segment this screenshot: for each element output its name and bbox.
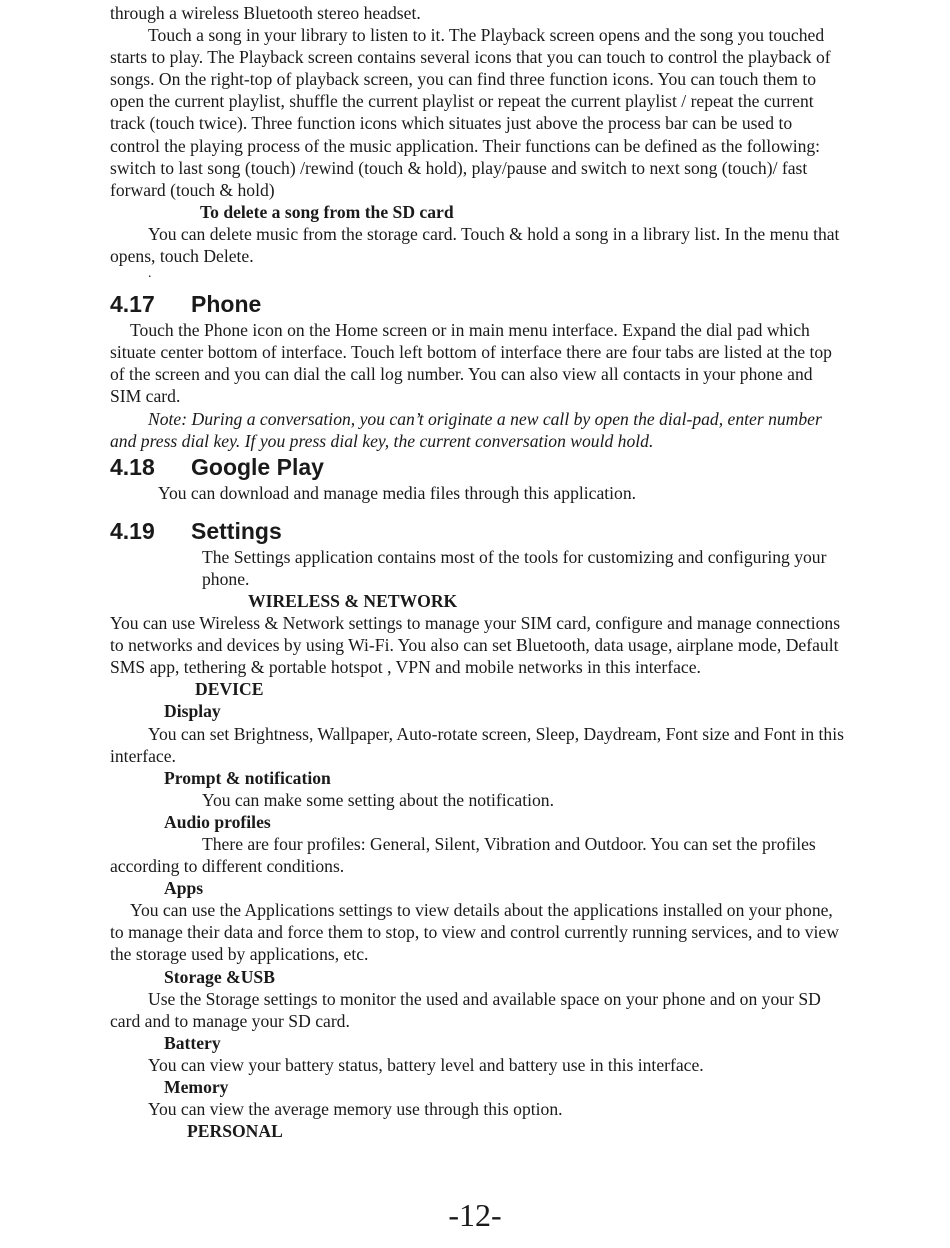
section-title: Phone xyxy=(191,291,262,318)
memory-heading: Memory xyxy=(164,1077,229,1098)
stray-dot: . xyxy=(148,266,152,282)
section-number: 4.19 xyxy=(110,517,155,544)
storage-usb-heading: Storage &USB xyxy=(164,966,275,987)
prompt-notification-heading: Prompt & notification xyxy=(164,767,331,788)
display-text: You can set Brightness, Wallpaper, Auto-rotate screen, Sleep, Daydream, Font size and Font in this interface. xyxy=(110,723,844,766)
page-number: -12- xyxy=(448,1197,502,1233)
wireless-network-text: You can use Wireless & Network settings to manage your SIM card, configure and manage connections to networks and devices by using Wi-Fi. You also can set Bluetooth, data usage, airplane mode, Default SMS app, tethering & portable hotspot , VPN and mobile networks in this interface. xyxy=(110,613,841,678)
intro-paragraph-2: Touch a song in your library to listen to it. The Playback screen opens and the song you touched starts to play. The Playback screen contains several icons that you can touch to control the playback of songs. On the right-top of playback screen, you can find three function icons. You can touch them to open the current playlist, shuffle the current playlist or repeat the current playlist / repeat the current track (touch twice). Three function icons which situates just above the process bar can be used to control the playing process of the music application. Their functions can be defined as the following: switch to last song (touch) /rewind (touch & hold), play/pause and switch to next song (touch)/ fast forward (touch & hold) xyxy=(110,25,831,200)
settings-intro-text: The Settings application contains most of the tools for customizing and configuring your phone. xyxy=(202,546,827,589)
section-title: Settings xyxy=(191,517,282,544)
section-heading-google-play xyxy=(110,452,845,482)
audio-profiles-text: There are four profiles: General, Silent, Vibration and Outdoor. You can set the profiles according to different conditions. xyxy=(110,834,816,877)
storage-usb-text: Use the Storage settings to monitor the used and available space on your phone and on your SD card and to manage your SD card. xyxy=(110,988,821,1031)
document-page xyxy=(110,2,845,1142)
section-title: Google Play xyxy=(191,453,324,480)
section-heading-phone xyxy=(110,289,845,319)
section-number: 4.18 xyxy=(110,453,155,480)
google-play-text: You can download and manage media files through this application. xyxy=(158,482,637,503)
apps-heading: Apps xyxy=(164,878,204,899)
device-heading: DEVICE xyxy=(195,679,264,700)
display-heading: Display xyxy=(164,701,221,722)
memory-text: You can view the average memory use through this option. xyxy=(148,1099,563,1120)
delete-song-heading: To delete a song from the SD card xyxy=(200,201,454,222)
phone-note: Note: During a conversation, you can’t originate a new call by open the dial-pad, enter number and press dial key. If you press dial key, the current conversation would hold. xyxy=(110,408,822,451)
audio-profiles-heading: Audio profiles xyxy=(164,811,271,832)
battery-heading: Battery xyxy=(164,1032,221,1053)
section-heading-settings xyxy=(110,516,845,546)
section-number: 4.17 xyxy=(110,291,155,318)
intro-paragraph-1: through a wireless Bluetooth stereo headset. xyxy=(110,3,421,23)
apps-text: You can use the Applications settings to view details about the applications installed on your phone, to manage their data and force them to stop, to view and control currently running services, and to view the storage used by applications, etc. xyxy=(110,900,839,965)
delete-song-text: You can delete music from the storage card. Touch & hold a song in a library list. In the menu that opens, touch Delete. xyxy=(110,223,840,267)
personal-heading: PERSONAL xyxy=(187,1121,283,1142)
wireless-network-heading: WIRELESS & NETWORK xyxy=(248,590,458,611)
battery-text: You can view your battery status, battery level and battery use in this interface. xyxy=(148,1054,704,1075)
phone-text: Touch the Phone icon on the Home screen or in main menu interface. Expand the dial pad which situate center bottom of interface. Touch left bottom of interface there are four tabs are listed at the top of the screen and you can dial the call log number. You can also view all contacts in your phone and SIM card. xyxy=(110,320,832,407)
prompt-notification-text: You can make some setting about the notification. xyxy=(202,789,554,810)
